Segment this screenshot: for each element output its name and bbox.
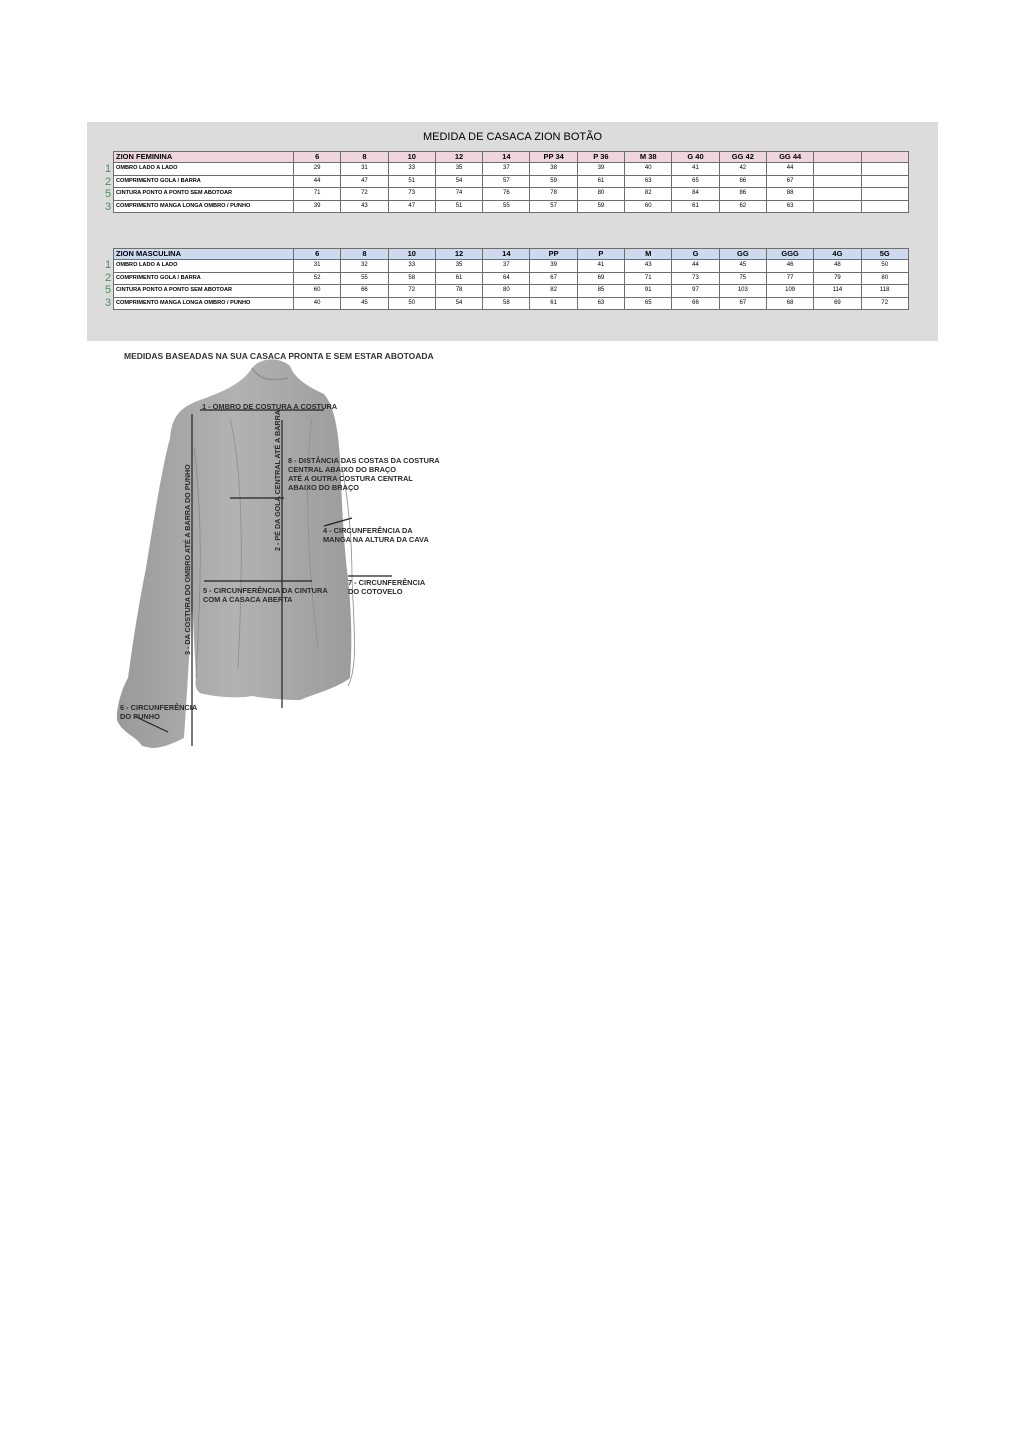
size-header: P <box>577 249 624 260</box>
measure-value: 85 <box>577 285 624 298</box>
measure-value: 37 <box>483 260 530 273</box>
measure-value: 41 <box>577 260 624 273</box>
size-header: P 36 <box>577 152 624 163</box>
measure-value: 74 <box>435 188 482 201</box>
measure-value: 45 <box>719 260 766 273</box>
measure-value: 82 <box>625 188 672 201</box>
row-number: 3 <box>104 296 112 309</box>
measure-value <box>861 175 908 188</box>
measure-value: 78 <box>530 188 577 201</box>
label-measure-8: 8 - DISTÂNCIA DAS COSTAS DA COSTURA CENTRAL ABAIXO DO BRAÇO ATÉ A OUTRA COSTURA CENTRAL ABAIXO DO BRAÇO <box>288 456 440 492</box>
size-chart-panel <box>87 122 938 341</box>
measure-value: 61 <box>577 175 624 188</box>
table-row <box>114 272 909 285</box>
label-measure-4: 4 - CIRCUNFERÊNCIA DA MANGA NA ALTURA DA CAVA <box>323 526 429 544</box>
measure-value: 76 <box>483 188 530 201</box>
measure-value: 61 <box>672 200 719 213</box>
measure-value: 39 <box>577 163 624 176</box>
measure-value: 82 <box>530 285 577 298</box>
measure-value: 55 <box>341 272 388 285</box>
table-row <box>114 188 909 201</box>
size-header: GG 42 <box>719 152 766 163</box>
size-header: GGG <box>766 249 813 260</box>
measure-label: CINTURA PONTO A PONTO SEM ABOTOAR <box>114 188 294 201</box>
measure-value: 63 <box>577 297 624 310</box>
measure-value: 33 <box>388 260 435 273</box>
table-row <box>114 175 909 188</box>
measure-value: 41 <box>672 163 719 176</box>
measure-value: 109 <box>766 285 813 298</box>
size-header: GG <box>719 249 766 260</box>
measure-value: 35 <box>435 163 482 176</box>
measure-label: COMPRIMENTO GOLA / BARRA <box>114 272 294 285</box>
table-header-row <box>114 249 909 260</box>
measure-value: 47 <box>341 175 388 188</box>
measure-value: 91 <box>625 285 672 298</box>
measure-value: 46 <box>766 260 813 273</box>
measure-value: 103 <box>719 285 766 298</box>
measure-value: 63 <box>625 175 672 188</box>
measure-value: 57 <box>530 200 577 213</box>
chart-title: MEDIDA DE CASACA ZION BOTÃO <box>422 131 603 143</box>
label-measure-5: 5 - CIRCUNFERÊNCIA DA CINTURA COM A CASACA ABERTA <box>203 586 328 604</box>
measure-value <box>814 175 861 188</box>
measure-value: 86 <box>719 188 766 201</box>
measure-value: 80 <box>483 285 530 298</box>
measure-value: 60 <box>625 200 672 213</box>
label-measure-2: 2 - PÉ DA GOLA CENTRAL ATÉ A BARRA <box>273 410 282 551</box>
table-row <box>114 200 909 213</box>
measure-label: COMPRIMENTO GOLA / BARRA <box>114 175 294 188</box>
label-measure-7: 7 - CIRCUNFERÊNCIA DO COTOVELO <box>348 578 426 596</box>
fem-row-numbers <box>103 163 113 213</box>
measure-value: 72 <box>388 285 435 298</box>
measure-value: 84 <box>672 188 719 201</box>
measure-value: 67 <box>766 175 813 188</box>
row-number: 5 <box>104 188 112 200</box>
measure-value <box>814 163 861 176</box>
measure-value: 69 <box>814 297 861 310</box>
size-header: 8 <box>341 152 388 163</box>
measure-value: 40 <box>625 163 672 176</box>
measure-value: 51 <box>435 200 482 213</box>
measure-value: 65 <box>625 297 672 310</box>
measure-value: 66 <box>672 297 719 310</box>
measure-value: 57 <box>483 175 530 188</box>
size-header: 12 <box>435 249 482 260</box>
measure-value: 40 <box>294 297 341 310</box>
table-name: ZION MASCULINA <box>114 249 294 260</box>
measure-value: 58 <box>388 272 435 285</box>
size-header <box>814 152 861 163</box>
measure-value: 118 <box>861 285 908 298</box>
measure-value: 59 <box>577 200 624 213</box>
measure-value: 73 <box>388 188 435 201</box>
table-feminina <box>113 151 909 213</box>
measure-value: 35 <box>435 260 482 273</box>
size-header: 12 <box>435 152 482 163</box>
size-header: 8 <box>341 249 388 260</box>
measure-value: 71 <box>294 188 341 201</box>
measure-label: OMBRO LADO A LADO <box>114 260 294 273</box>
size-header: GG 44 <box>766 152 813 163</box>
label-measure-1: 1 - OMBRO DE COSTURA A COSTURA <box>202 402 338 411</box>
measure-value: 71 <box>625 272 672 285</box>
measure-value: 50 <box>388 297 435 310</box>
measure-value: 43 <box>625 260 672 273</box>
size-header: G <box>672 249 719 260</box>
measure-value: 97 <box>672 285 719 298</box>
measure-value <box>861 188 908 201</box>
measure-value: 39 <box>530 260 577 273</box>
size-header: 10 <box>388 152 435 163</box>
measure-value: 67 <box>530 272 577 285</box>
measure-value: 67 <box>719 297 766 310</box>
size-header <box>861 152 908 163</box>
measure-value <box>814 188 861 201</box>
measure-value: 54 <box>435 175 482 188</box>
measure-value: 65 <box>672 175 719 188</box>
measure-value: 73 <box>672 272 719 285</box>
figure-title: MEDIDAS BASEADAS NA SUA CASACA PRONTA E SEM ESTAR ABOTOADA <box>124 351 434 361</box>
measure-value: 88 <box>766 188 813 201</box>
measure-value: 77 <box>766 272 813 285</box>
measure-label: COMPRIMENTO MANGA LONGA OMBRO / PUNHO <box>114 200 294 213</box>
measure-value: 69 <box>577 272 624 285</box>
measure-value: 114 <box>814 285 861 298</box>
measure-value: 44 <box>294 175 341 188</box>
measure-value: 60 <box>294 285 341 298</box>
measure-value: 68 <box>766 297 813 310</box>
table-masculina <box>113 248 909 310</box>
measure-value <box>814 200 861 213</box>
measure-value: 42 <box>719 163 766 176</box>
measure-value: 37 <box>483 163 530 176</box>
measure-label: COMPRIMENTO MANGA LONGA OMBRO / PUNHO <box>114 297 294 310</box>
measure-value: 33 <box>388 163 435 176</box>
measure-value: 31 <box>341 163 388 176</box>
measure-value: 59 <box>530 175 577 188</box>
row-number: 2 <box>104 271 112 284</box>
measure-value: 43 <box>341 200 388 213</box>
table-row <box>114 297 909 310</box>
size-header: M 38 <box>625 152 672 163</box>
row-number: 5 <box>104 284 112 296</box>
measure-value: 54 <box>435 297 482 310</box>
row-number: 3 <box>104 200 112 213</box>
measure-value: 80 <box>861 272 908 285</box>
measure-value: 66 <box>719 175 766 188</box>
measure-label: CINTURA PONTO A PONTO SEM ABOTOAR <box>114 285 294 298</box>
measure-value: 80 <box>577 188 624 201</box>
measure-value: 45 <box>341 297 388 310</box>
measure-value: 48 <box>814 260 861 273</box>
measure-value: 79 <box>814 272 861 285</box>
measure-value: 61 <box>530 297 577 310</box>
measure-value: 75 <box>719 272 766 285</box>
measure-value: 72 <box>861 297 908 310</box>
measure-value: 72 <box>341 188 388 201</box>
size-header: 14 <box>483 249 530 260</box>
masc-row-numbers <box>103 259 113 309</box>
size-header: PP <box>530 249 577 260</box>
size-header: 5G <box>861 249 908 260</box>
measure-value: 58 <box>483 297 530 310</box>
size-header: M <box>625 249 672 260</box>
size-header: 6 <box>294 249 341 260</box>
size-header: 6 <box>294 152 341 163</box>
row-number: 1 <box>104 163 112 175</box>
measure-value: 55 <box>483 200 530 213</box>
size-header: G 40 <box>672 152 719 163</box>
size-header: 14 <box>483 152 530 163</box>
measure-value: 44 <box>766 163 813 176</box>
size-header: 4G <box>814 249 861 260</box>
measure-value: 64 <box>483 272 530 285</box>
measure-value: 66 <box>341 285 388 298</box>
measure-value: 50 <box>861 260 908 273</box>
measure-label: OMBRO LADO A LADO <box>114 163 294 176</box>
table-row <box>114 260 909 273</box>
measure-value: 44 <box>672 260 719 273</box>
row-number: 1 <box>104 259 112 271</box>
table-header-row <box>114 152 909 163</box>
size-header: 10 <box>388 249 435 260</box>
label-measure-6: 6 - CIRCUNFERÊNCIA DO PUNHO <box>120 703 198 721</box>
measure-value: 47 <box>388 200 435 213</box>
label-measure-3: 3 - DA COSTURA DO OMBRO ATÉ A BARRA DO PUNHO <box>183 464 192 655</box>
measure-value: 29 <box>294 163 341 176</box>
measure-value <box>861 163 908 176</box>
measure-value: 62 <box>719 200 766 213</box>
measure-value <box>861 200 908 213</box>
measure-value: 39 <box>294 200 341 213</box>
jacket-body <box>117 359 351 748</box>
measure-value: 51 <box>388 175 435 188</box>
row-number: 2 <box>104 175 112 188</box>
measure-value: 61 <box>435 272 482 285</box>
measure-value: 32 <box>341 260 388 273</box>
measure-value: 63 <box>766 200 813 213</box>
table-row <box>114 285 909 298</box>
size-header: PP 34 <box>530 152 577 163</box>
measure-value: 31 <box>294 260 341 273</box>
measure-value: 38 <box>530 163 577 176</box>
measure-value: 78 <box>435 285 482 298</box>
table-row <box>114 163 909 176</box>
measure-value: 52 <box>294 272 341 285</box>
table-name: ZION FEMININA <box>114 152 294 163</box>
